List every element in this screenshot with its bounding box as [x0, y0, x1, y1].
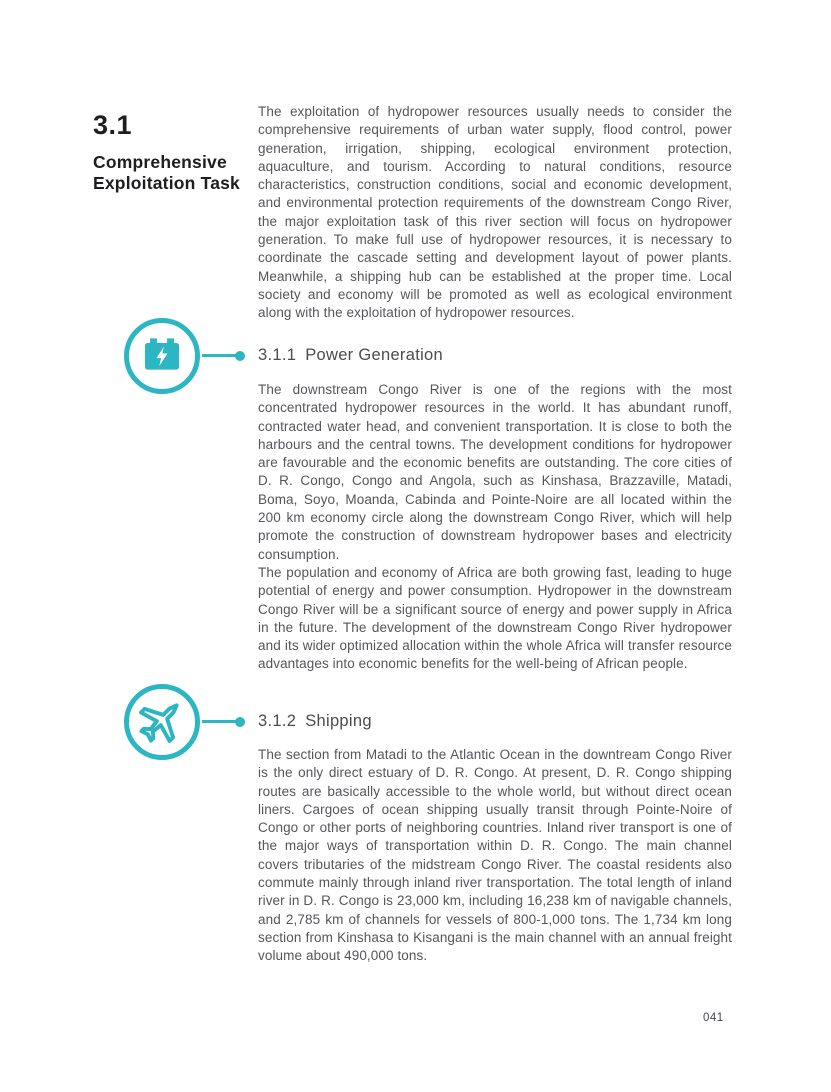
section-paragraph: The population and economy of Africa are both growing fast, leading to huge potential of energy and power consumption. Hydropower in the downstream Congo River will be a significant source of energy and power supply in Africa in the future. The development of the downstream Congo River hydropower and its wider optimized allocation within the whole Africa will transfer resource advantages into economic benefits for the well-being of African people. [258, 565, 732, 672]
section-icon-circle-shipping [124, 684, 200, 760]
section-number: 3.1.1 [258, 346, 297, 364]
section-paragraph: The downstream Congo River is one of the regions with the most concentrated hydropower resources in the world. It has abundant runoff, contracted water head, and convenient transportation. It is close to both the harbours and the central towns. The development conditions for hydropower are favourable and the economic benefits are outstanding. The core cities of D. R. Congo, Congo and Angola, such as Kinshasa, Brazzaville, Matadi, Boma, Soyo, Moanda, Cabinda and Pointe-Noire are all located within the 200 km economy circle along the downstream Congo River, which will help promote the construction of downstream hydropower bases and electricity consumption. [258, 382, 732, 562]
section-paragraph: The section from Matadi to the Atlantic Ocean in the downtream Congo River is the only direct estuary of D. R. Congo. At present, D. R. Congo shipping routes are basically accessible to the whole world, but without direct ocean liners. Cargoes of ocean shipping usually transit through Pointe-Noire of Congo or other ports of neighboring countries. Inland river transport is one of the major ways of transportation within D. R. Congo. The main channel covers tributaries of the midstream Congo River. The coastal residents also commute mainly through inland river transportation. The total length of inland river in D. R. Congo is 23,000 km, including 16,238 km of navigable channels, and 2,785 km of channels for vessels of 800-1,000 tons. The 1,734 km long section from Kinshasa to Kisangani is the main channel with an annual freight volume about 490,000 tons. [258, 747, 732, 964]
chapter-header [93, 110, 263, 194]
connector-dot [235, 351, 245, 361]
airplane-icon [134, 692, 190, 753]
connector-dot [235, 717, 245, 727]
page-number: 041 [703, 1012, 724, 1024]
chapter-number: 3.1 [93, 110, 133, 140]
chapter-title: Comprehensive Exploitation Task [93, 152, 240, 193]
section-heading-shipping [258, 712, 372, 731]
section-title: Power Generation [305, 346, 443, 364]
section-icon-circle-power [124, 318, 200, 394]
section-title: Shipping [305, 712, 372, 730]
section-number: 3.1.2 [258, 712, 297, 730]
battery-icon [139, 331, 185, 382]
section-heading-power-generation [258, 346, 443, 365]
chapter-intro-paragraph: The exploitation of hydropower resources usually needs to consider the comprehensive requirements of urban water supply, flood control, power generation, irrigation, shipping, ecological environment protection, aquaculture, and tourism. According to natural conditions, resource characteristics, construction conditions, social and economic development, and environmental protection requirements of the downstream Congo River, the major exploitation task of this river section will focus on hydropower generation. To make full use of hydropower resources, it is necessary to coordinate the cascade setting and development layout of power plants. Meanwhile, a shipping hub can be established at the proper time. Local society and economy will be promoted as well as ecological environment along with the exploitation of hydropower resources. [258, 104, 732, 321]
